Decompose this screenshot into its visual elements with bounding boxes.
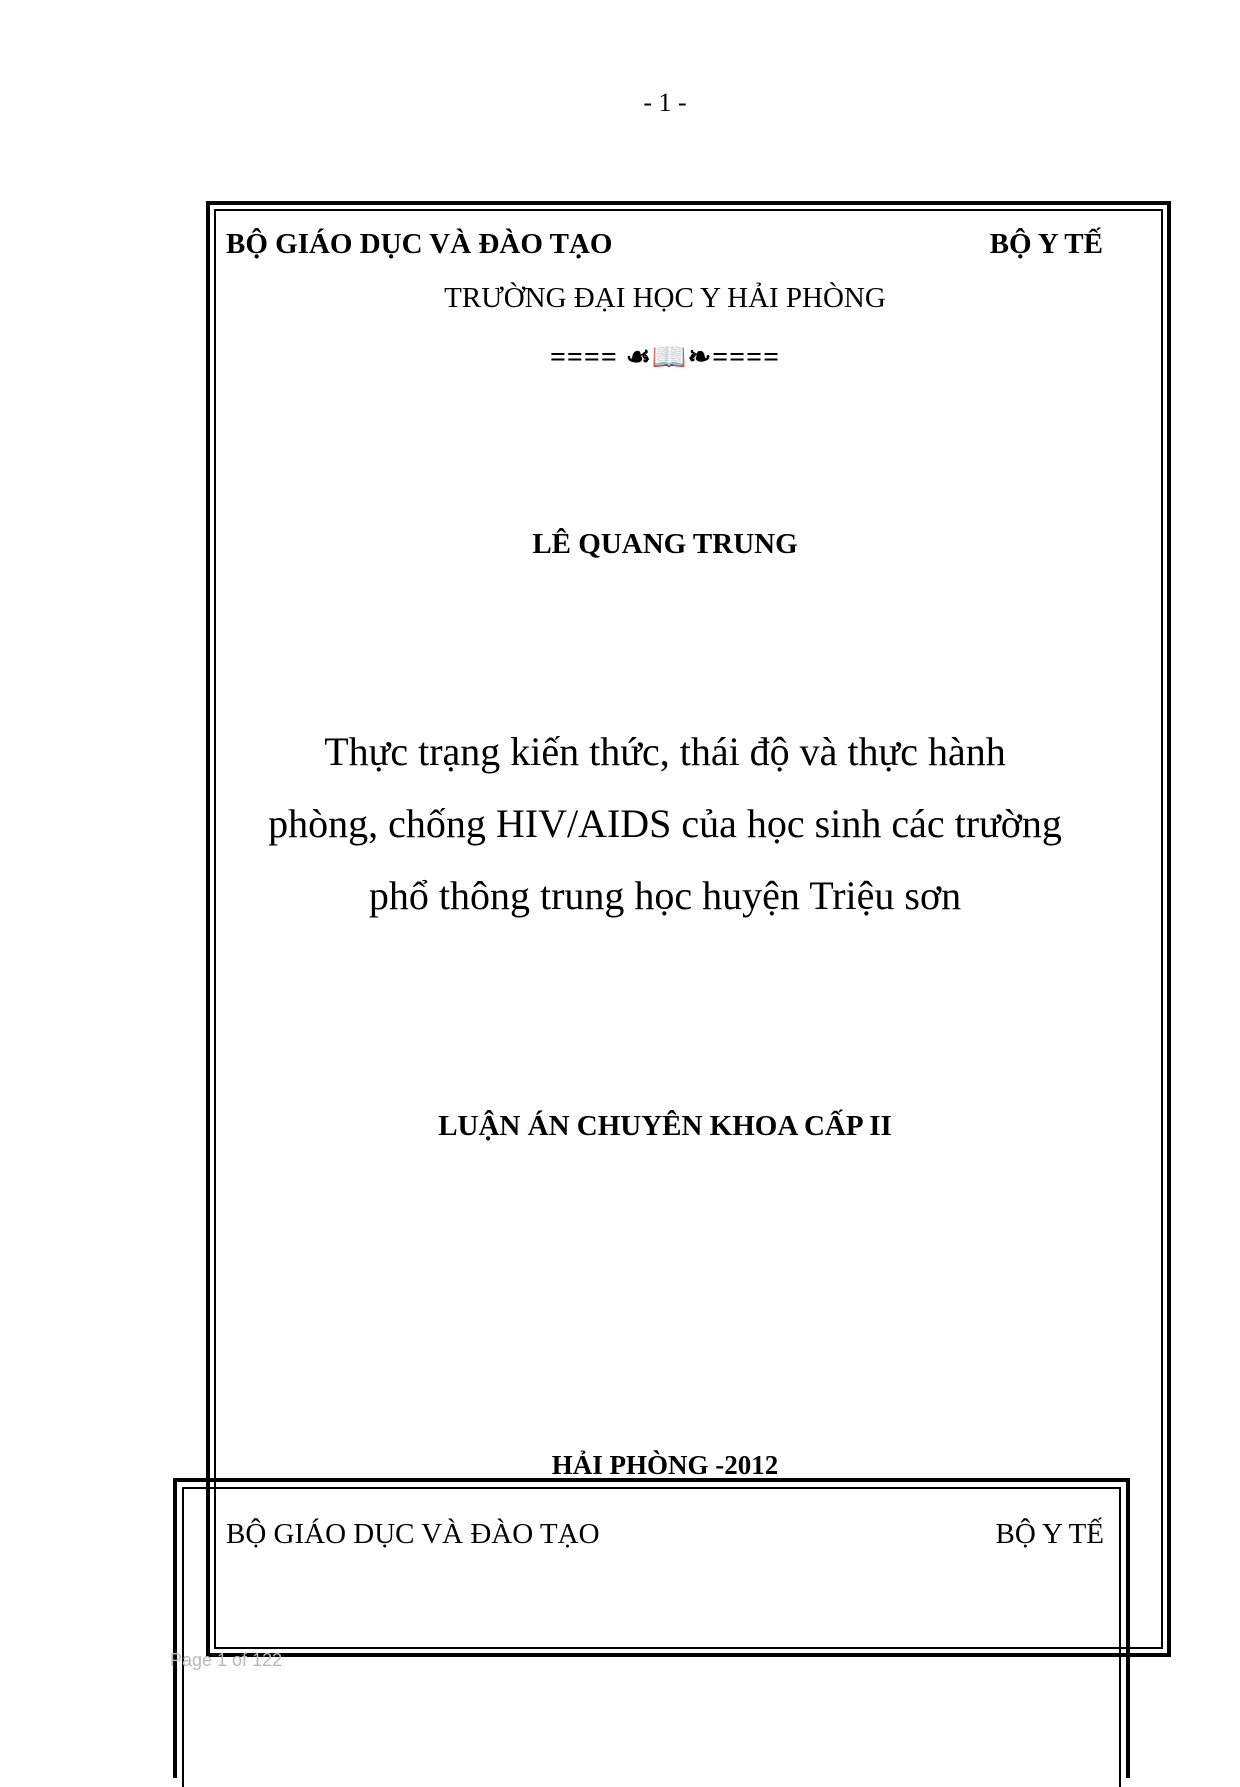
ornament-divider: ==== ☙📖❧====: [549, 342, 781, 373]
next-page-ministry-health-label: BỘ Y TẾ: [995, 1518, 1104, 1550]
university-name: TRƯỜNG ĐẠI HỌC Y HẢI PHÒNG: [444, 282, 886, 314]
thesis-title-line: Thực trạng kiến thức, thái độ và thực hành: [324, 729, 1006, 774]
ministry-education-label: BỘ GIÁO DỤC VÀ ĐÀO TẠO: [226, 228, 613, 260]
author-name: LÊ QUANG TRUNG: [532, 528, 798, 560]
page-count-watermark: Page 1 of 122: [170, 1650, 283, 1670]
thesis-title: [240, 716, 1090, 932]
thesis-title-line: phổ thông trung học huyện Triệu sơn: [368, 873, 962, 918]
degree-label: LUẬN ÁN CHUYÊN KHOA CẤP II: [438, 1110, 892, 1142]
ministry-health-label: BỘ Y TẾ: [989, 228, 1103, 260]
place-year: HẢI PHÒNG -2012: [551, 1450, 779, 1480]
next-page-ministry-education-label: BỘ GIÁO DỤC VÀ ĐÀO TẠO: [226, 1518, 600, 1550]
page-number: - 1 -: [643, 88, 687, 117]
thesis-title-line: phòng, chống HIV/AIDS của học sinh các trường: [268, 801, 1062, 846]
